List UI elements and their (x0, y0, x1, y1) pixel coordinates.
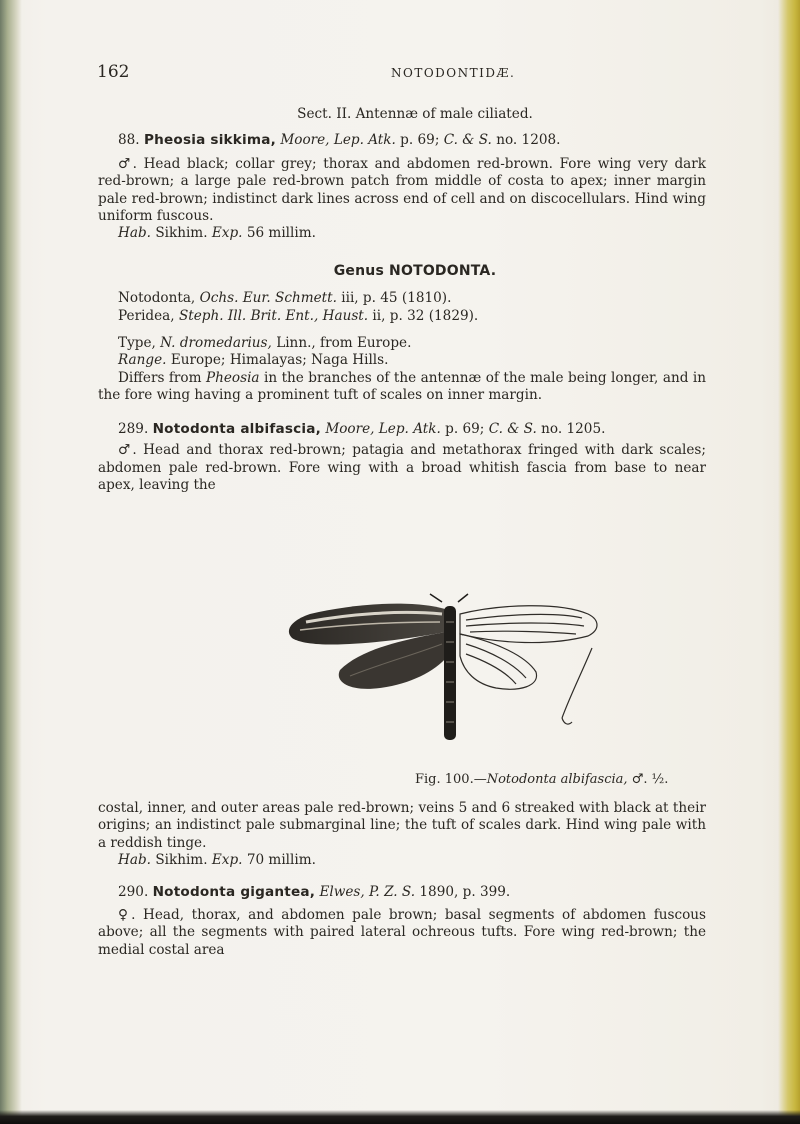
genus-type-species: N. dromedarius, (160, 335, 272, 352)
genus-type (98, 335, 706, 352)
entry-289-reference-number: no. 1205. (541, 420, 606, 437)
genus-differs (98, 370, 706, 405)
genus-synonym-1-ref: iii, p. 45 (1810). (341, 290, 452, 307)
page-right-edge-gilt (778, 0, 800, 1124)
entry-288-species-name: Pheosia sikkima, (143, 132, 277, 149)
genus-synonym-2-source: Steph. Ill. Brit. Ent., Haust. (178, 307, 369, 324)
figure-caption-suffix: ♂. ½. (631, 772, 669, 787)
genus-synonym-2-ref: ii, p. 32 (1829). (372, 307, 479, 324)
genus-type-text: Linn., from Europe. (276, 335, 412, 352)
entry-288-reference-number: no. 1208. (496, 132, 561, 149)
entry-288-description: ♂. Head black; collar grey; thorax and abdomen red-brown. Fore wing very dark red-brown; a large pale red-brown patch from middle of costa to apex; inner margin pale red-brown; indistinct dark lines across end of cell and on discocellulars. Hind wing uniform fuscous. (98, 155, 706, 225)
entry-290-authority: Elwes, P. Z. S. (319, 883, 416, 900)
page-left-edge-shadow (0, 0, 22, 1124)
entry-288-habitat (98, 225, 706, 242)
entry-289-hab-text: Sikhim. (155, 852, 208, 869)
entry-289-heading (98, 421, 706, 438)
entry-289-reference: p. 69; (445, 420, 485, 437)
genus-range-label: Range. (118, 352, 167, 369)
genus-differs-text: Differs from (118, 369, 202, 386)
text-block-bottom (98, 800, 706, 959)
section-heading: Sect. II. Antennæ of male ciliated. (297, 106, 533, 122)
figure-caption (415, 772, 668, 787)
entry-290-reference: 1890, p. 399. (419, 883, 511, 900)
genus-range (98, 352, 706, 369)
moth-leg-sketch (562, 648, 592, 724)
genus-synonym-1-source: Ochs. Eur. Schmett. (199, 290, 337, 307)
entry-288-exp-label: Exp. (211, 225, 243, 242)
entry-288-heading (98, 132, 706, 149)
entry-288-reference: p. 69; (400, 132, 440, 149)
entry-290-heading (98, 884, 706, 901)
entry-289-reference-source: C. & S. (488, 420, 537, 437)
entry-289-exp-text: 70 millim. (246, 852, 316, 869)
entry-289-authority: Moore, Lep. Atk. (325, 420, 441, 437)
entry-290-species-name: Notodonta gigantea, (152, 883, 316, 900)
entry-289-description-start: ♂. Head and thorax red-brown; patagia and metathorax fringed with dark scales; abdomen pale red-brown. Fore wing with a broad whitish fascia from base to near apex, leaving the (98, 442, 706, 493)
genus-type-label: Type, (118, 335, 156, 352)
entry-290-description: ♀. Head, thorax, and abdomen pale brown; basal segments of abdomen fuscous above; all the segments with paired lateral ochreous tufts. Fore wing red-brown; the medial costal area (98, 907, 706, 958)
entry-289-species-name: Notodonta albifascia, (152, 420, 321, 437)
entry-288-exp-text: 56 millim. (246, 225, 316, 242)
figure-caption-species: Notodonta albifascia, (486, 772, 628, 787)
entry-288-number: 88. (118, 132, 140, 149)
genus-differs-rest: in the branches of the antennæ of the male being longer, and in the fore wing having a prominent tuft of scales on inner margin. (98, 369, 706, 404)
page-number: 162 (97, 62, 130, 82)
entry-289-number: 289. (118, 420, 149, 437)
running-head: NOTODONTIDÆ. (391, 66, 516, 80)
genus-heading: Genus NOTODONTA. (333, 262, 497, 279)
moth-illustration (270, 592, 610, 768)
genus-differs-genus: Pheosia (205, 369, 260, 386)
genus-synonym-peridea (98, 308, 706, 325)
genus-synonym-1-name: Notodonta, (118, 290, 196, 307)
entry-289-exp-label: Exp. (211, 852, 243, 869)
page-bottom-edge-shadow (0, 1110, 800, 1124)
entry-289-description-continued: costal, inner, and outer areas pale red-brown; veins 5 and 6 streaked with black at their origins; an indistinct pale submarginal line; the tuft of scales dark. Hind wing pale with a reddish tinge. (98, 800, 706, 851)
moth-right-forewing (460, 606, 597, 643)
entry-288-hab-text: Sikhim. (155, 225, 208, 242)
genus-range-text: Europe; Himalayas; Naga Hills. (170, 352, 389, 369)
entry-288-hab-label: Hab. (118, 225, 151, 242)
genus-synonym-2-name: Peridea, (118, 307, 175, 324)
figure-caption-prefix: Fig. 100.— (415, 772, 487, 787)
entry-290-number: 290. (118, 883, 149, 900)
entry-288-reference-source: C. & S. (443, 132, 492, 149)
entry-288-authority: Moore, Lep. Atk. (280, 132, 396, 149)
genus-synonym-notodonta (98, 290, 706, 307)
page-header (0, 62, 800, 86)
text-block-top (98, 106, 706, 494)
entry-289-hab-label: Hab. (118, 852, 151, 869)
entry-289-habitat (98, 852, 706, 869)
